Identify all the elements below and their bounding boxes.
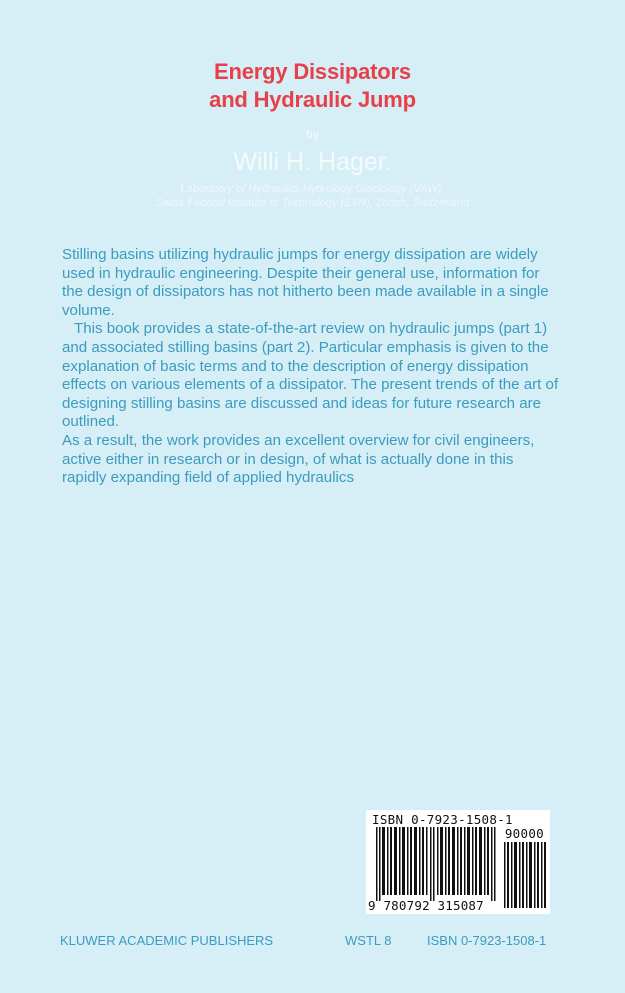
barcode-addon-bars-icon bbox=[504, 842, 546, 908]
affiliation-line-1: Laboratory of Hydraulics Hydrology Glaciology (VAW), bbox=[180, 183, 445, 195]
author-affiliation bbox=[0, 182, 625, 210]
barcode-ean-number: 9 780792 315087 bbox=[368, 898, 484, 913]
description-paragraph-1: Stilling basins utilizing hydraulic jumps for energy dissipation are widely used in hydraulic engineering. Despite their general use, information for the design of dissipators has not hitherto been made available in a single volume. bbox=[62, 246, 549, 319]
book-title bbox=[0, 58, 625, 114]
title-line-1: Energy Dissipators bbox=[214, 59, 411, 84]
barcode-bars-icon bbox=[376, 827, 496, 901]
by-label: by bbox=[306, 127, 319, 141]
barcode-isbn-label: ISBN 0-7923-1508-1 bbox=[372, 812, 513, 827]
isbn-barcode bbox=[366, 810, 550, 914]
footer-isbn: ISBN 0-7923-1508-1 bbox=[427, 933, 547, 948]
description-paragraph-2: This book provides a state-of-the-art review on hydraulic jumps (part 1) and associated stilling basins (part 2). Particular emphasis is given to the explanation of basic terms and to the description of energy dissipation effects on various elements of a dissipator. The present trends of the art of designing stilling basins are discussed and ideas for future research are outlined. bbox=[62, 320, 559, 431]
book-description bbox=[62, 246, 562, 488]
description-paragraph-3: As a result, the work provides an excellent overview for civil engineers, active either in research or in design, of what is actually done in this rapidly expanding field of applied hydraulics bbox=[62, 431, 535, 487]
barcode-addon-number: 90000 bbox=[504, 826, 544, 841]
affiliation-line-2: Swiss Federal Institute of Technology (ETH), Zurich, Switzerland bbox=[155, 197, 470, 209]
publisher-name: KLUWER ACADEMIC PUBLISHERS bbox=[60, 933, 274, 948]
series-label: WSTL 8 bbox=[345, 933, 392, 948]
title-line-2: and Hydraulic Jump bbox=[209, 87, 416, 112]
author-name: Willi H. Hager. bbox=[233, 148, 392, 176]
